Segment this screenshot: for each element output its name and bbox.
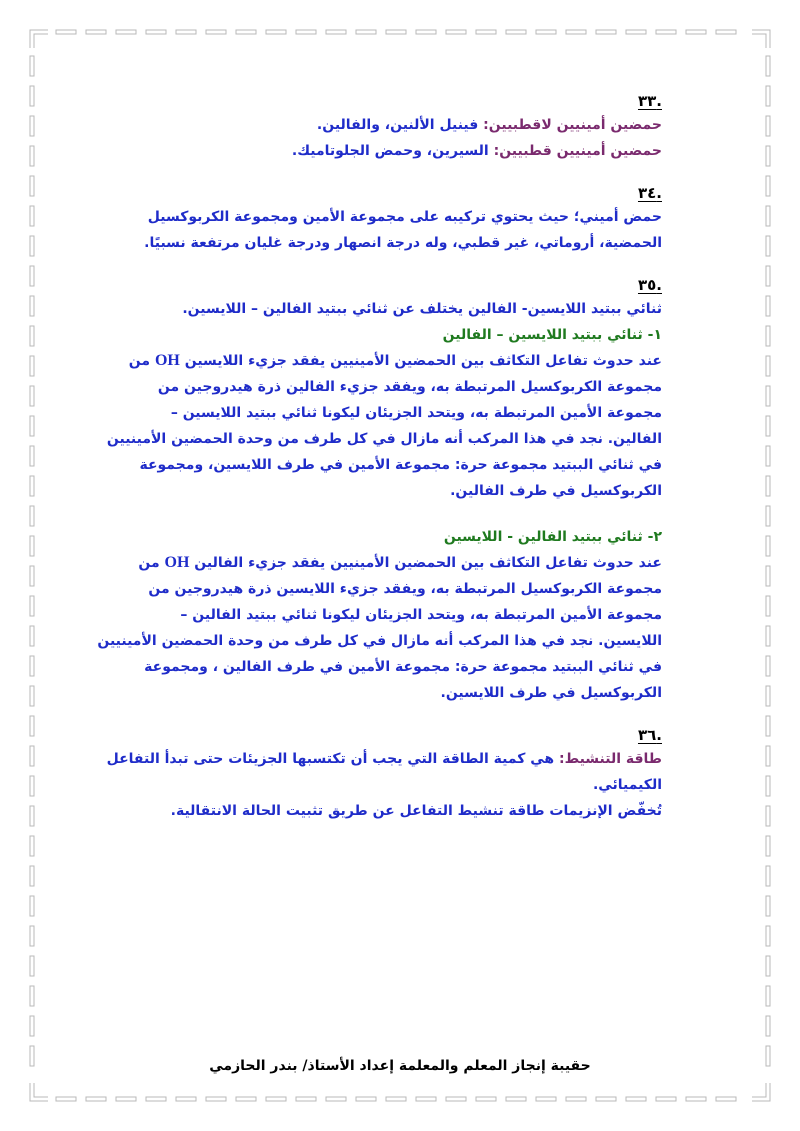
page-footer: حقيبة إنجاز المعلم والمعلمة إعداد الأستاذ/ بندر الحازمي bbox=[209, 1058, 591, 1074]
text-line: في ثنائي الببتيد مجموعة حرة: مجموعة الأمين في طرف اللايسين، ومجموعة bbox=[139, 457, 662, 473]
border-dash bbox=[30, 626, 34, 646]
section-number: .٣٦ bbox=[637, 726, 662, 744]
formula-oh: OH bbox=[154, 352, 180, 369]
border-dash bbox=[30, 956, 34, 976]
border-dash bbox=[506, 30, 526, 34]
border-dash bbox=[446, 30, 466, 34]
border-dash bbox=[596, 1097, 616, 1101]
text-line: حمض أميني؛ حيث يحتوي تركيبه على مجموعة الأمين ومجموعة الكربوكسيل bbox=[147, 209, 662, 225]
text-line: مجموعة الكربوكسيل المرتبطة به، ويفقد جزيء الفالين ذرة هيدروجين من bbox=[157, 379, 662, 395]
border-dash bbox=[30, 836, 34, 856]
text-segment: من bbox=[138, 555, 160, 571]
border-dash bbox=[30, 746, 34, 766]
border-dash bbox=[296, 1097, 316, 1101]
border-dash bbox=[766, 176, 770, 196]
border-dash bbox=[766, 356, 770, 376]
border-dash bbox=[30, 446, 34, 466]
border-dash bbox=[766, 746, 770, 766]
border-dash bbox=[56, 30, 76, 34]
border-dash bbox=[30, 86, 34, 106]
text-segment: عند حدوث تفاعل التكاثف بين الحمضين الأمينيين يفقد جزيء الفالين bbox=[194, 555, 662, 571]
border-dash bbox=[30, 146, 34, 166]
text-segment: عند حدوث تفاعل التكاثف بين الحمضين الأمينيين يفقد جزيء اللايسين bbox=[184, 353, 662, 369]
border-dash bbox=[56, 1097, 76, 1101]
border-dash bbox=[766, 206, 770, 226]
border-dash bbox=[30, 356, 34, 376]
text-line bbox=[128, 348, 662, 374]
text-line: مجموعة الأمين المرتبطة به، ويتحد الجزيئان ليكونا ثنائي ببتيد الفالين – bbox=[180, 607, 662, 623]
border-dash bbox=[386, 1097, 406, 1101]
border-dash bbox=[766, 1016, 770, 1036]
border-dash bbox=[626, 30, 646, 34]
border-dash bbox=[766, 416, 770, 436]
border-dash bbox=[146, 1097, 166, 1101]
text-line bbox=[140, 550, 662, 576]
border-dash bbox=[766, 566, 770, 586]
border-dash bbox=[716, 30, 736, 34]
border-dash bbox=[30, 536, 34, 556]
border-dash bbox=[206, 30, 226, 34]
border-dash bbox=[766, 536, 770, 556]
border-dash bbox=[30, 56, 34, 76]
border-dash bbox=[116, 1097, 136, 1101]
border-dash bbox=[766, 716, 770, 736]
border-dash bbox=[476, 30, 496, 34]
formula-oh: OH bbox=[164, 554, 190, 571]
text-line bbox=[106, 746, 662, 772]
subheading: ١- ثنائي ببتيد اللايسين – الفالين bbox=[442, 327, 662, 343]
border-dash bbox=[766, 386, 770, 406]
border-dash bbox=[266, 1097, 286, 1101]
border-dash bbox=[266, 30, 286, 34]
border-dash bbox=[766, 266, 770, 286]
text-line: مجموعة الأمين المرتبطة به، ويتحد الجزيئان ليكونا ثنائي ببتيد اللايسين – bbox=[170, 405, 662, 421]
border-dash bbox=[766, 146, 770, 166]
border-dash bbox=[766, 476, 770, 496]
border-dash bbox=[30, 596, 34, 616]
term-label: حمضين أمينيين لاقطبيين: bbox=[483, 117, 662, 133]
border-dash bbox=[30, 986, 34, 1006]
border-dash bbox=[766, 836, 770, 856]
border-dash bbox=[176, 1097, 196, 1101]
border-dash bbox=[356, 1097, 376, 1101]
border-dash bbox=[116, 30, 136, 34]
text-line: تُخفّض الإنزيمات طاقة تنشيط التفاعل عن طريق تثبيت الحالة الانتقالية. bbox=[170, 803, 662, 819]
term-label: طاقة التنشيط: bbox=[558, 751, 662, 767]
text-line: مجموعة الكربوكسيل المرتبطة به، ويفقد جزيء اللايسين ذرة هيدروجين من bbox=[148, 581, 662, 597]
border-dash bbox=[506, 1097, 526, 1101]
intro-line: ثنائي ببتيد اللايسين- الفالين يختلف عن ثنائي ببتيد الفالين – اللايسين. bbox=[182, 301, 662, 317]
border-dash bbox=[656, 30, 676, 34]
border-dash bbox=[766, 986, 770, 1006]
border-dash bbox=[766, 446, 770, 466]
border-dash bbox=[566, 30, 586, 34]
term-label: حمضين أمينيين قطبيين: bbox=[493, 143, 662, 159]
text-segment: من bbox=[128, 353, 151, 369]
border-dash bbox=[146, 30, 166, 34]
section-number: .٣٤ bbox=[637, 184, 662, 202]
border-dash bbox=[766, 116, 770, 136]
border-dash bbox=[766, 596, 770, 616]
border-dash bbox=[446, 1097, 466, 1101]
border-dash bbox=[30, 656, 34, 676]
border-dash bbox=[536, 1097, 556, 1101]
border-dash bbox=[30, 716, 34, 736]
border-dash bbox=[536, 30, 556, 34]
border-dash bbox=[30, 326, 34, 346]
border-dash bbox=[30, 866, 34, 886]
border-dash bbox=[416, 30, 436, 34]
border-dash bbox=[236, 30, 256, 34]
border-dash bbox=[766, 656, 770, 676]
section-33 bbox=[140, 92, 662, 164]
border-dash bbox=[326, 1097, 346, 1101]
border-dash bbox=[716, 1097, 736, 1101]
border-dash bbox=[766, 296, 770, 316]
border-dash bbox=[30, 806, 34, 826]
section-number: .٣٥ bbox=[637, 276, 662, 294]
border-dash bbox=[30, 116, 34, 136]
border-dash bbox=[766, 626, 770, 646]
border-dash bbox=[656, 1097, 676, 1101]
section-35 bbox=[97, 276, 662, 706]
border-dash bbox=[326, 30, 346, 34]
border-dash bbox=[206, 1097, 226, 1101]
border-dash bbox=[766, 56, 770, 76]
subheading: ٢- ثنائي ببتيد الفالين - اللايسين bbox=[443, 529, 662, 545]
text-line bbox=[140, 138, 662, 164]
border-dash bbox=[30, 416, 34, 436]
border-dash bbox=[176, 30, 196, 34]
border-dash bbox=[30, 476, 34, 496]
border-dash bbox=[30, 266, 34, 286]
document-body bbox=[97, 92, 662, 824]
border-dash bbox=[86, 1097, 106, 1101]
border-dash bbox=[30, 296, 34, 316]
section-36 bbox=[106, 726, 662, 824]
border-dash bbox=[766, 686, 770, 706]
section-34 bbox=[140, 184, 662, 256]
border-dash bbox=[30, 506, 34, 526]
border-dash bbox=[766, 236, 770, 256]
border-dash bbox=[766, 866, 770, 886]
border-dash bbox=[766, 956, 770, 976]
text-line: الفالين. نجد في هذا المركب أنه مازال في كل طرف من وحدة الحمضين الأمينيين bbox=[106, 431, 662, 447]
text-line: الحمضية، أروماتي، غير قطبي، وله درجة انصهار ودرجة غليان مرتفعة نسبيًا. bbox=[144, 235, 662, 251]
border-dash bbox=[766, 86, 770, 106]
border-dash bbox=[766, 926, 770, 946]
border-dash bbox=[596, 30, 616, 34]
text-line: اللايسين. نجد في هذا المركب أنه مازال في كل طرف من وحدة الحمضين الأمينيين bbox=[97, 633, 662, 649]
border-dash bbox=[236, 1097, 256, 1101]
text-line: الكيميائي. bbox=[592, 777, 662, 793]
border-dash bbox=[30, 926, 34, 946]
border-dash bbox=[626, 1097, 646, 1101]
border-dash bbox=[30, 206, 34, 226]
border-dash bbox=[766, 326, 770, 346]
border-dash bbox=[686, 30, 706, 34]
text-line: في ثنائي الببتيد مجموعة حرة: مجموعة الأمين في طرف الفالين ، ومجموعة bbox=[144, 659, 662, 675]
border-dash bbox=[30, 566, 34, 586]
border-dash bbox=[86, 30, 106, 34]
term-text: فينيل الألنين، والفالين. bbox=[316, 117, 479, 133]
border-dash bbox=[766, 806, 770, 826]
border-dash bbox=[386, 30, 406, 34]
border-dash bbox=[30, 386, 34, 406]
border-dash bbox=[766, 896, 770, 916]
text-line bbox=[140, 112, 662, 138]
border-dash bbox=[30, 686, 34, 706]
section-number: .٣٣ bbox=[637, 92, 662, 110]
border-dash bbox=[30, 1016, 34, 1036]
term-text: هي كمية الطاقة التي يجب أن تكتسبها الجزيئات حتى تبدأ التفاعل bbox=[106, 751, 555, 767]
border-dash bbox=[356, 30, 376, 34]
border-dash bbox=[296, 30, 316, 34]
border-dash bbox=[30, 176, 34, 196]
term-text: السيرين، وحمض الجلوتاميك. bbox=[291, 143, 489, 159]
border-dash bbox=[686, 1097, 706, 1101]
text-line: الكربوكسيل في طرف اللايسين. bbox=[440, 685, 662, 701]
border-dash bbox=[30, 776, 34, 796]
border-dash bbox=[30, 896, 34, 916]
border-dash bbox=[416, 1097, 436, 1101]
border-dash bbox=[766, 776, 770, 796]
border-dash bbox=[766, 506, 770, 526]
border-dash bbox=[476, 1097, 496, 1101]
border-dash bbox=[566, 1097, 586, 1101]
border-dash bbox=[30, 236, 34, 256]
text-line: الكربوكسيل في طرف الفالين. bbox=[450, 483, 662, 499]
